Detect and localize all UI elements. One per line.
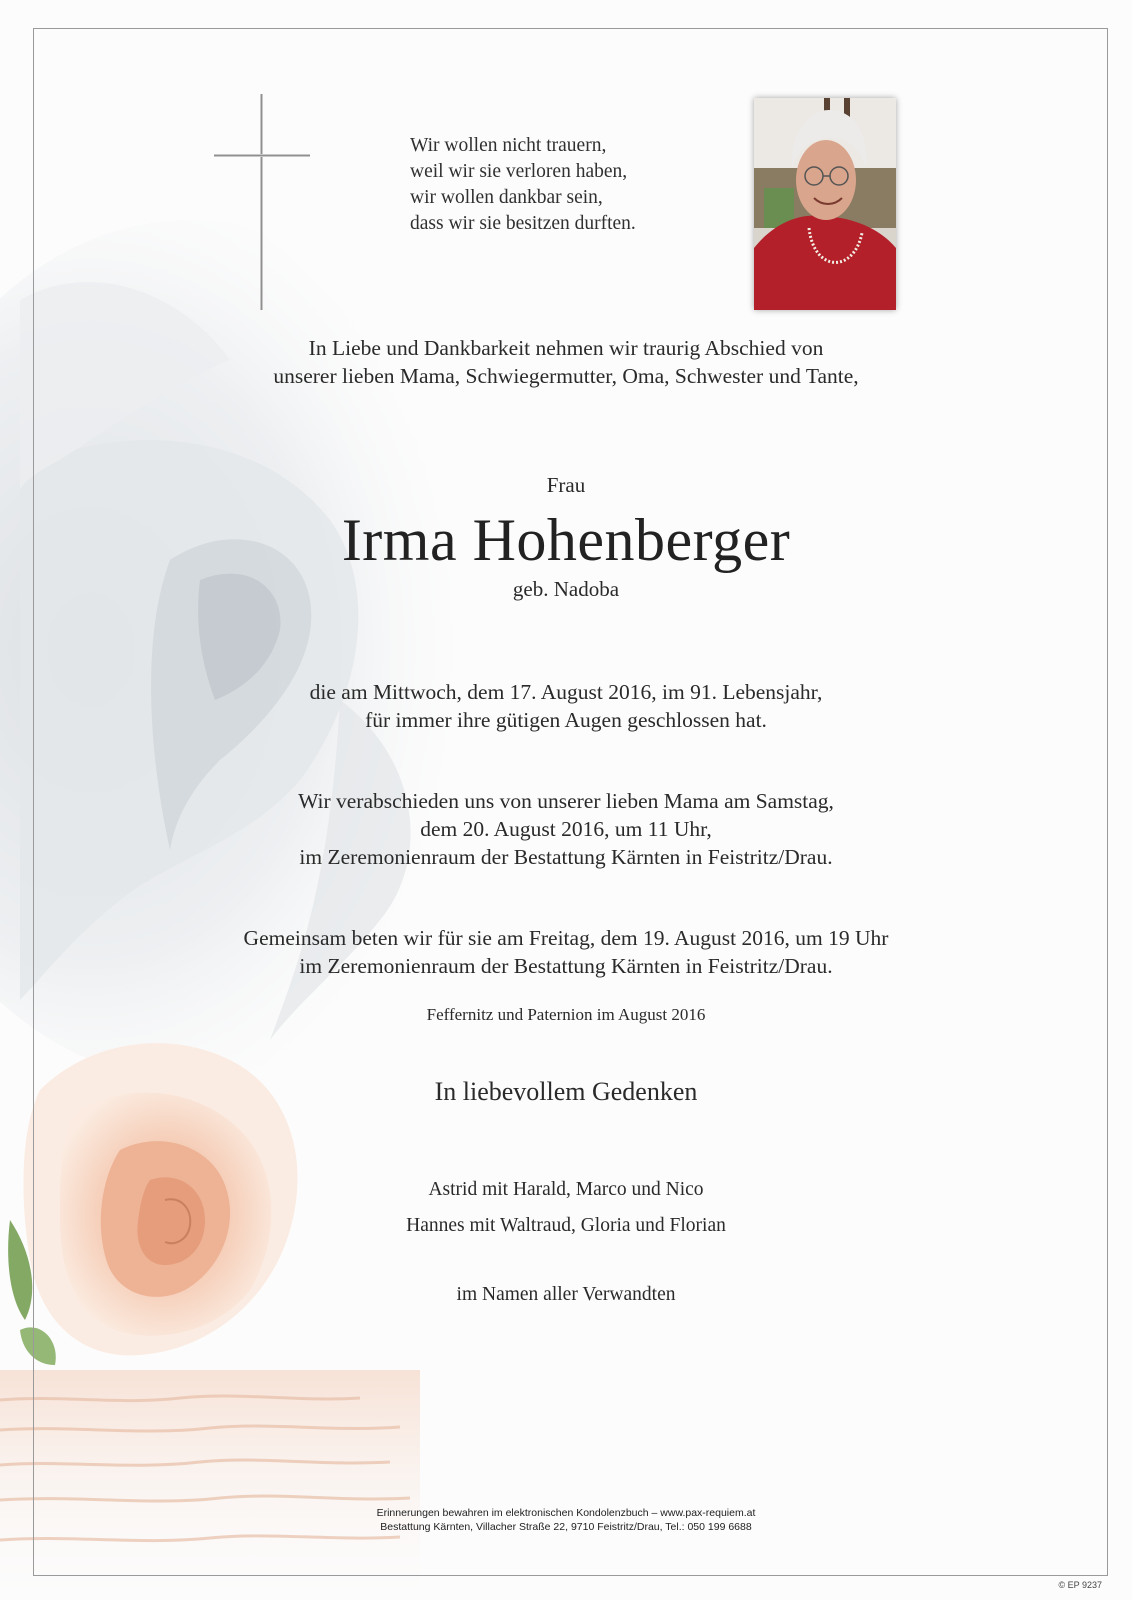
intro-text — [0, 334, 1132, 390]
footer-line: Erinnerungen bewahren im elektronischen Kondolenzbuch – www.pax-requiem.at — [376, 1507, 756, 1519]
relatives-line: im Namen aller Verwandten — [456, 1284, 676, 1305]
death-notice — [0, 678, 1132, 734]
quote-line: weil wir sie verloren haben, — [410, 161, 628, 182]
death-line: die am Mittwoch, dem 17. August 2016, im 91. Lebensjahr, — [309, 680, 823, 704]
cross-icon — [214, 94, 310, 310]
prayer-line: Gemeinsam beten wir für sie am Freitag, dem 19. August 2016, um 19 Uhr — [243, 926, 889, 950]
salutation: Frau — [546, 473, 586, 497]
farewell-line: im Zeremonienraum der Bestattung Kärnten in Feistritz/Drau. — [299, 845, 833, 869]
quote-line: dass wir sie besitzen durften. — [410, 213, 636, 234]
intro-line: In Liebe und Dankbarkeit nehmen wir traurig Abschied von — [308, 336, 824, 360]
farewell-notice — [0, 787, 1132, 871]
family-line: Hannes mit Waltraud, Gloria und Florian — [406, 1215, 726, 1236]
farewell-line: dem 20. August 2016, um 11 Uhr, — [420, 817, 712, 841]
farewell-line: Wir verabschieden uns von unserer lieben Mama am Samstag, — [298, 789, 834, 813]
place-date: Feffernitz und Paternion im August 2016 — [426, 1005, 706, 1024]
footer — [0, 1506, 1132, 1534]
maiden-name: geb. Nadoba — [512, 577, 620, 601]
family-line: Astrid mit Harald, Marco und Nico — [428, 1179, 704, 1200]
intro-line: unserer lieben Mama, Schwiegermutter, Oma, Schwester und Tante, — [273, 364, 859, 388]
print-code: © EP 9237 — [1058, 1580, 1102, 1590]
footer-line: Bestattung Kärnten, Villacher Straße 22, 9710 Feistritz/Drau, Tel.: 050 199 6688 — [380, 1521, 752, 1533]
quote-line: Wir wollen nicht trauern, — [410, 135, 607, 156]
prayer-line: im Zeremonienraum der Bestattung Kärnten in Feistritz/Drau. — [299, 954, 833, 978]
prayer-notice — [0, 924, 1132, 980]
death-line: für immer ihre gütigen Augen geschlossen hat. — [365, 708, 767, 732]
portrait-photo — [754, 98, 896, 310]
quote-line: wir wollen dankbar sein, — [410, 187, 603, 208]
memory-heading: In liebevollem Gedenken — [434, 1077, 698, 1106]
family-list — [0, 1172, 1132, 1244]
deceased-name: Irma Hohenberger — [341, 507, 791, 573]
memorial-quote — [410, 133, 636, 237]
